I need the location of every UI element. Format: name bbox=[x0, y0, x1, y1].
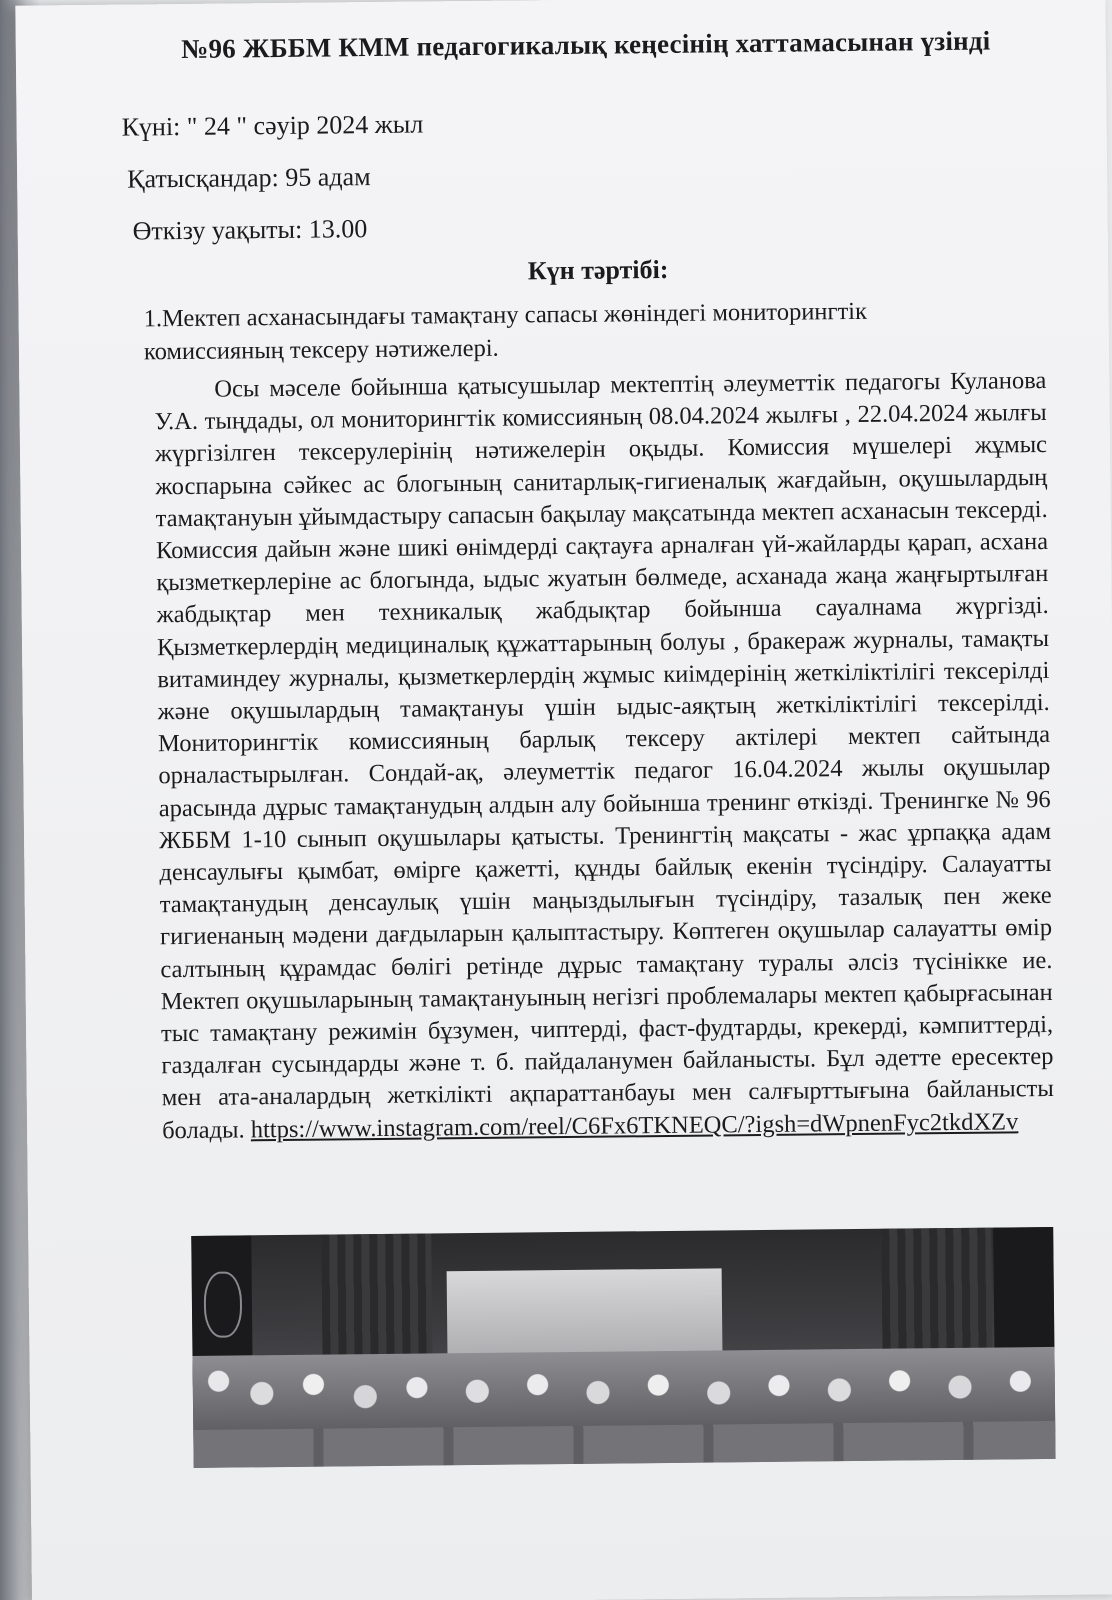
ornament-icon bbox=[204, 1271, 243, 1337]
participants-count: Қатысқандар: 95 адам bbox=[126, 162, 371, 194]
meeting-date: Күні: " 24 " сәуір 2024 жыл bbox=[121, 109, 424, 142]
document-title: №96 ЖББМ КММ педагогикалық кеңесінің хаттамасынан үзінді bbox=[180, 25, 991, 65]
meeting-time: Өткізу уақыты: 13.00 bbox=[132, 214, 368, 246]
body-text: Осы мәселе бойынша қатысушылар мектептің әлеуметтік педагогы Куланова У.А. тыңдады, ол мониторингтік комиссияның 08.04.2024 жылғы , 22.04.2024 жылғы жүргізілген тексерулерінің нәтижелерін оқыды. Комиссия мүшелері жұмыс жоспарына сәйкес ас блогының санитарлық-гигиеналық жағдайын, оқушылардың тамақтануын ұйымдастыру сапасын бақылау мақсатында мектеп асханасын тексерді. Комиссия дайын және шикі өнімдерді сақтауға арналған үй-жайларды қарап, асхана қызметкерлеріне ас блогында, ыдыс жуатын бөлмеде, асханада жаңа жаңғыртылған жабдықтар мен техникалық жабдықтар бойынша сауалнама жүргізді. Қызметкерлердің медициналық құжаттарының болуы , бракераж журналы, тамақты витаминдеу журналы, қызметкерлердің жұмыс киімдерінің жеткіліктілігі тексерілді және оқушылардың тамақтануы үшін ыдыс-аяқтың жеткіліктілігі тексерілді. Мониторингтік комиссияның барлық тексеру актілері мектеп сайтында орналастырылған. Сондай-ақ, әлеуметтік педагог 16.04.2024 жылы оқушылар арасында дұрыс тамақтанудың алдын алу бойынша тренинг өткізді. Тренингке № 96 ЖББМ 1-10 сынып оқушылары қатысты. Тренингтің мақсаты - жас ұрпаққа адам денсаулығы қымбат, өмірге қажетті, құнды байлық екенін түсіндіру. Салауатты тамақтанудың денсаулық үшін маңыздылығын түсіндіру, тазалық пен жеке гигиенаның мәдени дағдыларын қалыптастыру. Көптеген оқушылар салауатты өмір салтының құрамдас бөлігі ретінде дұрыс тамақтану туралы әлсіз түсінікке ие. Мектеп оқушыларының тамақтануының негізгі проблемалары мектеп қабырғасынан тыс тамақтану режимін бұзумен, чиптерді, фаст-фудтарды, крекерді, кәмпиттерді, газдалған сусындарды және т. б. пайдаланумен байланысты. Бұл әдетте ересектер мен ата-аналардың жеткілікті ақпараттанбауы мен салғырттығына байланысты болады. bbox=[154, 366, 1054, 1144]
instagram-link[interactable]: https://www.instagram.com/reel/C6Fx6TKNEQC/?igsh=dWpnenFyc2tkdXZv bbox=[250, 1107, 1019, 1144]
group-photo bbox=[191, 1227, 1055, 1468]
document-content bbox=[15, 0, 1112, 1600]
auditorium-seats bbox=[193, 1421, 1055, 1468]
body-paragraph bbox=[154, 365, 1054, 1147]
document-page bbox=[15, 0, 1112, 1600]
agenda-item: 1.Мектеп асханасындағы тамақтану сапасы жөніндегі мониторингтік комиссияның тексеру нәтижелері. bbox=[143, 297, 868, 366]
agenda-heading: Күн тәртібі: bbox=[527, 254, 669, 286]
